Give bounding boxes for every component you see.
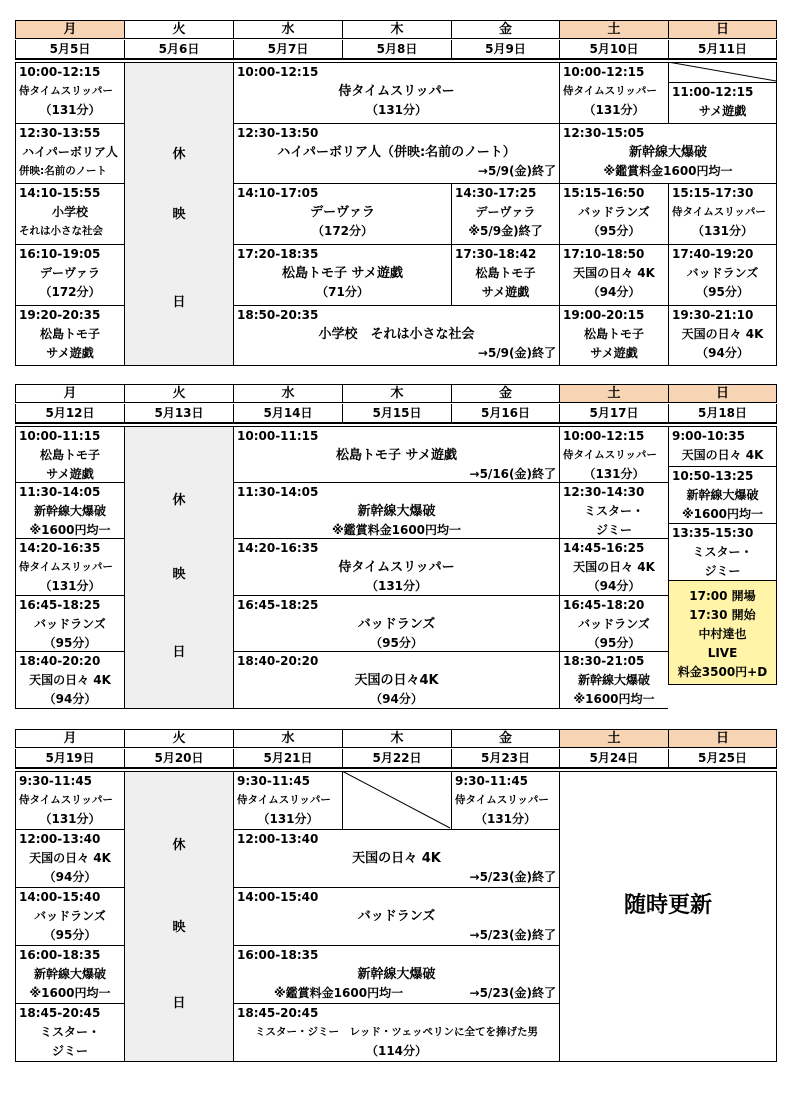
runtime: （172分） [311, 224, 374, 238]
week-header [15, 20, 777, 60]
film-title: デーヴァラ [310, 205, 375, 220]
showtime: 12:30-13:55 [19, 126, 101, 140]
screening-slot [233, 426, 559, 482]
screening-slot [15, 305, 124, 366]
screening-slot [559, 244, 668, 305]
screening-slot [15, 651, 124, 709]
closed-char: 休 [172, 147, 186, 162]
ticket-price: 料金3500円+D [677, 665, 768, 679]
film-title: バッドランズ [357, 617, 436, 632]
showtime: 16:45-18:20 [563, 598, 645, 612]
date-thu: 5月22日 [342, 749, 451, 769]
runtime: （131分） [691, 224, 754, 238]
film-subtitle: ジミー [51, 1044, 88, 1058]
closed-char: 日 [172, 645, 186, 660]
showtime: 14:45-16:25 [563, 541, 645, 555]
film-title: バッドランズ [686, 266, 759, 280]
date-wed: 5月7日 [233, 40, 342, 60]
showtime: 10:00-11:15 [237, 429, 319, 443]
date-sun: 5月18日 [668, 404, 777, 424]
runtime: （172分） [39, 285, 101, 299]
screening-slot [668, 305, 777, 366]
closed-char: 日 [172, 996, 186, 1011]
performer-name: 中村達也 [698, 627, 747, 641]
runtime: （94分） [696, 346, 749, 360]
film-subtitle: ジミー [595, 523, 632, 537]
film-title: デーヴァラ [475, 205, 536, 219]
film-title: 侍タイムスリッパー [19, 561, 113, 573]
showtime: 12:30-15:05 [563, 126, 645, 140]
film-title: 新幹線大爆破 [686, 488, 759, 502]
showtime: 14:00-15:40 [237, 890, 319, 904]
runtime: （94分） [43, 870, 97, 884]
film-title: 松島トモ子 [583, 327, 644, 341]
showtime: 19:20-20:35 [19, 308, 101, 322]
end-date-note: →5/23(金)終了 [469, 986, 556, 1000]
film-title: 天国の日々 4K [573, 266, 655, 280]
screening-slot [559, 305, 668, 366]
date-wed: 5月14日 [233, 404, 342, 424]
screening-slot [233, 305, 559, 366]
date-thu: 5月8日 [342, 40, 451, 60]
runtime: （95分） [587, 636, 641, 650]
film-title: バッドランズ [357, 909, 436, 924]
screening-slot [559, 482, 668, 538]
film-subtitle: サメ遊戯 [46, 467, 94, 481]
diagonal-slash [342, 771, 451, 829]
showtime: 11:30-14:05 [19, 485, 101, 499]
runtime: （114分） [365, 1044, 428, 1058]
showtime: 17:30-18:42 [455, 247, 537, 261]
film-title: ミスター・ [692, 545, 753, 559]
week-2-schedule [15, 384, 777, 709]
film-title: 天国の日々 4K [352, 851, 441, 866]
week-header [15, 384, 777, 424]
screening-slot [559, 62, 668, 123]
runtime: （94分） [370, 692, 423, 706]
screening-slot [15, 62, 124, 123]
weekday-thu: 木 [342, 384, 451, 403]
date-sun: 5月25日 [668, 749, 777, 769]
film-title: 松島トモ子 サメ遊戯 [335, 448, 457, 463]
runtime: （131分） [39, 579, 101, 593]
showtime: 18:40-20:20 [237, 654, 319, 668]
screening-slot [15, 244, 124, 305]
runtime: （95分） [587, 224, 641, 238]
screening-slot [15, 1003, 124, 1062]
showtime: 15:15-17:30 [672, 186, 754, 200]
screening-slot [233, 1003, 559, 1062]
film-title: 侍タイムスリッパー [237, 794, 331, 806]
weekday-sat: 土 [559, 20, 668, 39]
price-note: ※鑑賞料金1600円均一 [603, 164, 733, 178]
film-title: 新幹線大爆破 [628, 145, 707, 160]
end-date-note: →5/23(金)終了 [469, 870, 556, 884]
screening-slot [233, 482, 559, 538]
date-mon: 5月19日 [15, 749, 124, 769]
showtime: 12:30-14:30 [563, 485, 645, 499]
film-title: 侍タイムスリッパー [563, 85, 657, 97]
weekday-sat: 土 [559, 729, 668, 748]
screening-slot [233, 829, 559, 887]
showtime: 18:40-20:20 [19, 654, 101, 668]
screening-slot [15, 183, 124, 244]
runtime: （131分） [365, 579, 428, 593]
date-mon: 5月12日 [15, 404, 124, 424]
film-title: バッドランズ [34, 617, 106, 631]
film-title: 新幹線大爆破 [33, 967, 106, 981]
closed-char: 日 [172, 295, 186, 310]
weekday-sat: 土 [559, 384, 668, 403]
date-tue: 5月6日 [124, 40, 233, 60]
weekday-tue: 火 [124, 20, 233, 39]
date-sat: 5月10日 [559, 40, 668, 60]
price-note: ※1600円均一 [573, 692, 655, 706]
weekday-tue: 火 [124, 384, 233, 403]
screening-slot [15, 123, 124, 183]
screening-slot [451, 183, 559, 244]
closed-char: 休 [172, 493, 186, 508]
screening-slot [15, 945, 124, 1003]
screening-slot [668, 244, 777, 305]
screening-slot [233, 123, 559, 183]
showtime: 14:10-15:55 [19, 186, 101, 200]
weekday-sun: 日 [668, 20, 777, 39]
closed-day [124, 62, 233, 366]
screening-slot [451, 771, 559, 829]
date-fri: 5月9日 [451, 40, 559, 60]
weekend-tbd [559, 771, 777, 1062]
weekday-fri: 金 [451, 729, 559, 748]
film-subtitle: それは小さな社会 [19, 225, 103, 237]
date-tue: 5月20日 [124, 749, 233, 769]
runtime: （131分） [365, 103, 428, 117]
end-date-note: →5/9(金)終了 [477, 164, 556, 178]
showtime: 16:00-18:35 [19, 948, 101, 962]
film-title: サメ遊戯 [698, 104, 747, 118]
showtime: 14:20-16:35 [19, 541, 101, 555]
screening-slot [559, 183, 668, 244]
runtime: （71分） [316, 285, 369, 299]
date-thu: 5月15日 [342, 404, 451, 424]
showtime: 18:30-21:05 [563, 654, 645, 668]
date-sun: 5月11日 [668, 40, 777, 60]
film-title: 侍タイムスリッパー [455, 794, 549, 806]
screening-slot [233, 887, 559, 945]
screening-slot [233, 538, 559, 595]
weekday-mon: 月 [15, 20, 124, 39]
showtime: 10:00-12:15 [563, 429, 645, 443]
runtime: （131分） [583, 103, 645, 117]
film-title: ミスター・ [583, 504, 644, 518]
date-fri: 5月23日 [451, 749, 559, 769]
date-wed: 5月21日 [233, 749, 342, 769]
diagonal-slash [668, 62, 777, 82]
showtime: 18:50-20:35 [237, 308, 319, 322]
film-title: 天国の日々 4K [573, 560, 655, 574]
film-title: 侍タイムスリッパー [19, 85, 113, 97]
showtime: 19:00-20:15 [563, 308, 645, 322]
weekday-wed: 水 [233, 384, 342, 403]
start-time: 17:30 開始 [689, 608, 756, 622]
runtime: （95分） [43, 928, 97, 942]
showtime: 17:10-18:50 [563, 247, 645, 261]
closed-day [124, 426, 233, 709]
runtime: （131分） [474, 812, 537, 826]
screening-slot [668, 183, 777, 244]
screening-slot [15, 771, 124, 829]
price-note: ※1600円均一 [29, 523, 111, 537]
weekday-sun: 日 [668, 729, 777, 748]
runtime: （94分） [587, 285, 641, 299]
screening-slot [668, 466, 777, 523]
showtime: 10:00-12:15 [19, 65, 101, 79]
end-date-note: →5/16(金)終了 [469, 467, 556, 481]
runtime: （94分） [43, 692, 97, 706]
closed-char: 映 [172, 207, 186, 222]
screening-slot [559, 538, 668, 595]
screening-slot [233, 771, 342, 829]
showtime: 12:30-13:50 [237, 126, 319, 140]
closed-char: 映 [172, 567, 186, 582]
showtime: 16:45-18:25 [237, 598, 319, 612]
film-title: ミスター・ [39, 1025, 100, 1039]
film-title: 松島トモ子 サメ遊戯 [281, 266, 403, 281]
screening-slot [15, 426, 124, 482]
screening-slot [15, 482, 124, 538]
runtime: （131分） [257, 812, 319, 826]
screening-slot [233, 945, 559, 1003]
film-title: バッドランズ [578, 205, 650, 219]
end-date-note: ※5/9金)終了 [468, 224, 543, 238]
screening-slot [233, 62, 559, 123]
film-title: 侍タイムスリッパー [672, 206, 766, 218]
showtime: 16:45-18:25 [19, 598, 101, 612]
date-sat: 5月17日 [559, 404, 668, 424]
showtime: 11:30-14:05 [237, 485, 319, 499]
film-subtitle: サメ遊戯 [590, 346, 638, 360]
film-title: 侍タイムスリッパー [563, 449, 657, 461]
weekday-sun: 日 [668, 384, 777, 403]
screening-slot [15, 829, 124, 887]
showtime: 18:45-20:45 [237, 1006, 319, 1020]
film-title: バッドランズ [578, 617, 650, 631]
film-title: デーヴァラ [40, 266, 100, 280]
film-title: ミスター・ジミー レッド・ツェッペリンに全てを捧げた男 [255, 1026, 538, 1038]
showtime: 15:15-16:50 [563, 186, 645, 200]
weekday-thu: 木 [342, 20, 451, 39]
showtime: 9:30-11:45 [237, 774, 311, 788]
date-sat: 5月24日 [559, 749, 668, 769]
week-header [15, 729, 777, 769]
double-feature-note: 併映:名前のノート [19, 165, 107, 177]
showtime: 16:10-19:05 [19, 247, 101, 261]
showtime: 10:50-13:25 [672, 469, 754, 483]
weekday-mon: 月 [15, 384, 124, 403]
price-note: ※鑑賞料金1600円均一 [331, 523, 462, 537]
weekday-fri: 金 [451, 384, 559, 403]
no-screening-slot [668, 62, 777, 82]
film-title: 松島トモ子 [475, 266, 536, 280]
film-title: 小学校 それは小さな社会 [318, 327, 475, 342]
showtime: 14:00-15:40 [19, 890, 101, 904]
week-1-schedule [15, 20, 777, 365]
showtime: 9:00-10:35 [672, 429, 746, 443]
screening-slot [559, 123, 777, 183]
film-subtitle: ジミー [704, 564, 741, 578]
runtime: （94分） [587, 579, 641, 593]
price-note: ※鑑賞料金1600円均一 [274, 986, 404, 1000]
runtime: （131分） [583, 467, 645, 481]
event-type: LIVE [707, 646, 738, 660]
runtime: （131分） [39, 103, 101, 117]
price-note: ※1600円均一 [29, 986, 111, 1000]
film-title: 侍タイムスリッパー [19, 794, 113, 806]
live-event [668, 580, 777, 685]
screening-slot [233, 595, 559, 651]
runtime: （95分） [696, 285, 749, 299]
end-date-note: →5/23(金)終了 [469, 928, 556, 942]
showtime: 19:30-21:10 [672, 308, 754, 322]
showtime: 10:00-12:15 [563, 65, 645, 79]
closed-day [124, 771, 233, 1062]
film-title: 新幹線大爆破 [577, 673, 650, 687]
film-title: 侍タイムスリッパー [338, 84, 455, 99]
runtime: （95分） [370, 636, 423, 650]
weekday-mon: 月 [15, 729, 124, 748]
film-title: ハイパーボリア人（併映:名前のノート） [277, 145, 516, 160]
film-title: 小学校 [51, 205, 88, 219]
showtime: 16:00-18:35 [237, 948, 319, 962]
week-3-schedule [15, 729, 777, 1074]
screening-slot [668, 82, 777, 123]
weekday-wed: 水 [233, 20, 342, 39]
film-title: 天国の日々 4K [681, 448, 764, 462]
doors-time: 17:00 開場 [689, 589, 756, 603]
showtime: 14:30-17:25 [455, 186, 537, 200]
screening-slot [15, 595, 124, 651]
showtime: 18:45-20:45 [19, 1006, 101, 1020]
weekday-tue: 火 [124, 729, 233, 748]
film-title: 新幹線大爆破 [357, 504, 436, 519]
film-title: 松島トモ子 [39, 327, 100, 341]
closed-char: 休 [172, 838, 186, 853]
screening-slot [668, 523, 777, 580]
showtime: 9:30-11:45 [19, 774, 93, 788]
date-fri: 5月16日 [451, 404, 559, 424]
screening-slot [15, 538, 124, 595]
screening-slot [15, 887, 124, 945]
weekday-fri: 金 [451, 20, 559, 39]
update-notice: 随時更新 [623, 893, 712, 918]
film-title: 新幹線大爆破 [33, 504, 106, 518]
film-title: 松島トモ子 [39, 448, 100, 462]
film-title: 天国の日々 4K [681, 327, 764, 341]
screening-slot [559, 595, 668, 651]
film-subtitle: サメ遊戯 [481, 285, 530, 299]
showtime: 10:00-12:15 [237, 65, 319, 79]
screening-slot [233, 183, 451, 244]
screening-slot [668, 426, 777, 466]
showtime: 11:00-12:15 [672, 85, 754, 99]
runtime: （95分） [43, 636, 97, 650]
end-date-note: →5/9(金)終了 [477, 346, 556, 360]
screening-slot [559, 651, 668, 709]
date-mon: 5月5日 [15, 40, 124, 60]
screening-slot [233, 244, 451, 305]
film-title: バッドランズ [34, 909, 106, 923]
showtime: 10:00-11:15 [19, 429, 101, 443]
film-title: 天国の日々4K [354, 673, 439, 688]
closed-char: 映 [172, 920, 186, 935]
price-note: ※1600円均一 [681, 507, 764, 521]
showtime: 17:20-18:35 [237, 247, 319, 261]
film-title: 新幹線大爆破 [357, 967, 436, 982]
screening-slot [559, 426, 668, 482]
weekday-thu: 木 [342, 729, 451, 748]
date-tue: 5月13日 [124, 404, 233, 424]
showtime: 12:00-13:40 [237, 832, 319, 846]
showtime: 9:30-11:45 [455, 774, 529, 788]
showtime: 14:20-16:35 [237, 541, 319, 555]
film-title: ハイパーボリア人 [22, 145, 118, 159]
showtime: 17:40-19:20 [672, 247, 754, 261]
film-subtitle: サメ遊戯 [46, 346, 94, 360]
no-screening-slot [342, 771, 451, 829]
showtime: 14:10-17:05 [237, 186, 319, 200]
weekday-wed: 水 [233, 729, 342, 748]
showtime: 13:35-15:30 [672, 526, 754, 540]
screening-slot [451, 244, 559, 305]
showtime: 12:00-13:40 [19, 832, 101, 846]
film-title: 天国の日々 4K [29, 673, 111, 687]
runtime: （131分） [39, 812, 101, 826]
film-title: 侍タイムスリッパー [338, 560, 455, 575]
screening-slot [233, 651, 559, 709]
film-title: 天国の日々 4K [29, 851, 111, 865]
